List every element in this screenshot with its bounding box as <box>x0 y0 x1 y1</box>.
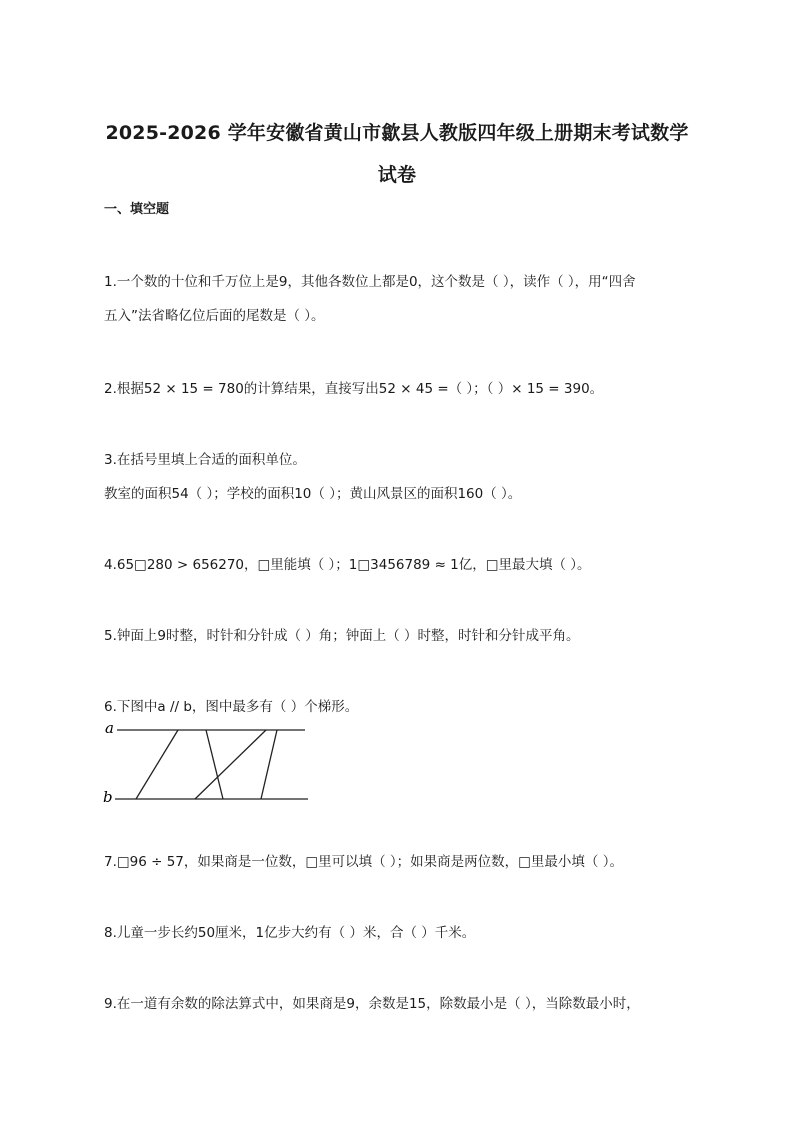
question-4: 4.65□280 > 656270，□里能填（ ）；1□3456789 ≈ 1亿，□里最大填（ ）。 <box>104 557 591 573</box>
question-1-line1: 1.一个数的十位和千万位上是9，其他各数位上都是0，这个数是（ ），读作（ ），用“四舍 <box>104 274 636 290</box>
parallel-lines-figure <box>100 716 320 811</box>
question-2: 2.根据52 × 15 = 780的计算结果，直接写出52 × 45 =（ ）；（ ）× 15 = 390。 <box>104 381 604 397</box>
question-6: 6.下图中a // b，图中最多有（ ）个梯形。 <box>104 699 359 715</box>
question-5: 5.钟面上9时整，时针和分针成（ ）角；钟面上（ ）时整，时针和分针成平角。 <box>104 628 580 644</box>
segment-4 <box>261 730 277 799</box>
segment-3 <box>195 730 266 799</box>
document-title-line1: 2025-2026 学年安徽省黄山市歙县人教版四年级上册期末考试数学 <box>105 122 689 144</box>
question-7: 7.□96 ÷ 57，如果商是一位数，□里可以填（ ）；如果商是两位数，□里最小填（ ）。 <box>104 854 623 870</box>
segment-1 <box>136 730 178 799</box>
question-3-line1: 3.在括号里填上合适的面积单位。 <box>104 452 306 468</box>
question-3-line2: 教室的面积54（ ）；学校的面积10（ ）；黄山风景区的面积160（ ）。 <box>104 486 522 502</box>
line-b-label: b <box>103 788 113 806</box>
segment-2 <box>206 730 223 799</box>
document-title-line2: 试卷 <box>377 164 417 186</box>
section-heading: 一、填空题 <box>104 202 170 217</box>
question-9: 9.在一道有余数的除法算式中，如果商是9，余数是15，除数最小是（ ），当除数最小时， <box>104 996 640 1012</box>
question-8: 8.儿童一步长约50厘米，1亿步大约有（ ）米，合（ ）千米。 <box>104 925 476 941</box>
line-a-label: a <box>105 719 114 737</box>
question-1-line2: 五入”法省略亿位后面的尾数是（ ）。 <box>104 308 325 324</box>
